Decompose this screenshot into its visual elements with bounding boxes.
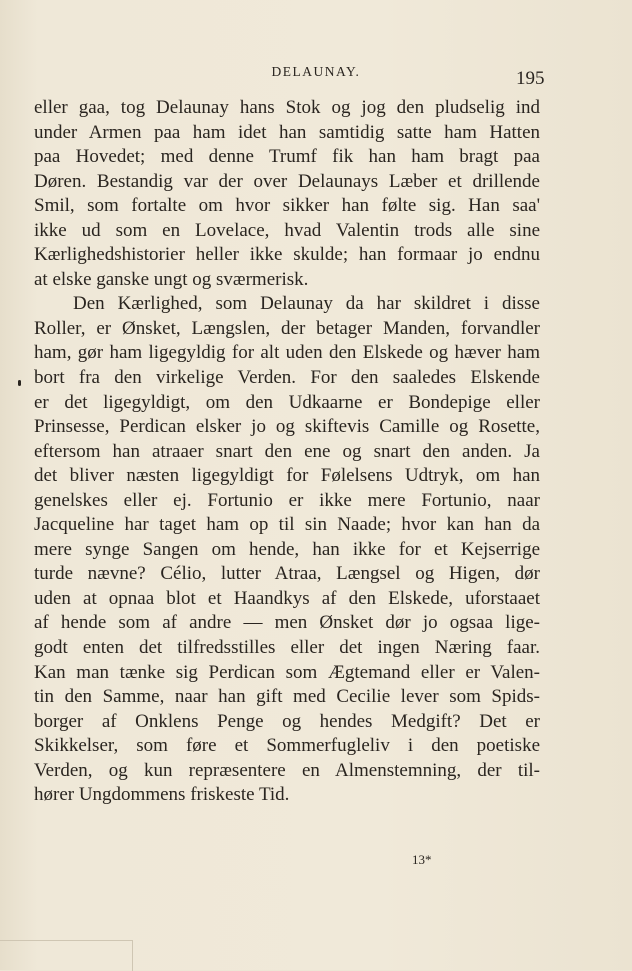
text-line: Kan man tænke sig Perdican som Ægtemand eller er Valen- (34, 661, 540, 683)
text-line: Smil, som fortalte om hvor sikker han følte sig. Han saa' (34, 195, 540, 217)
signature-mark: 13* (412, 852, 432, 867)
text-line: Prinsesse, Perdican elsker jo og skiftevis Camille og Rosette, (34, 416, 540, 438)
running-title: DELAUNAY. (271, 64, 361, 79)
text-line: mere synge Sangen om hende, han ikke for et Kejserrige (34, 538, 540, 560)
paragraph-start-line: Den Kærlighed, som Delaunay da har skildret i disse (73, 293, 540, 315)
text-line: borger af Onklens Penge og hendes Medgift? Det er (34, 710, 540, 732)
paragraph-end-line: at elske ganske ungt og sværmerisk. (34, 268, 309, 290)
text-line: ham, gør ham ligegyldig for alt uden den Elskede og hæver ham (34, 342, 540, 364)
text-line: uden at opnaa blot et Haandkys af den Elskede, uforstaaet (34, 587, 540, 609)
text-line: er det ligegyldigt, om den Udkaarne er Bondepige eller (34, 391, 540, 413)
text-line: Kærlighedshistorier heller ikke skulde; han formaar jo endnu (34, 244, 540, 266)
text-line: ikke ud som en Lovelace, hvad Valentin trods alle sine (34, 219, 540, 241)
text-line: under Armen paa ham idet han samtidig satte ham Hatten (34, 121, 540, 143)
text-line: Døren. Bestandig var der over Delaunays Læber et drillende (34, 170, 540, 192)
text-line: bort fra den virkelige Verden. For den saaledes Elskende (34, 367, 540, 389)
page-edge-mark (0, 940, 133, 971)
paragraph-end-line: hører Ungdommens friskeste Tid. (34, 784, 290, 806)
text-line: tin den Samme, naar han gift med Cecilie lever som Spids- (34, 686, 540, 708)
text-line: Jacqueline har taget ham op til sin Naade; hvor kan han da (34, 514, 540, 536)
page-number: 195 (516, 68, 545, 89)
text-line: Verden, og kun repræsentere en Almenstemning, der til- (34, 759, 540, 781)
text-line: eftersom han atraaer snart den ene og snart den anden. Ja (34, 440, 540, 462)
body-text (34, 96, 540, 808)
text-line: eller gaa, tog Delaunay hans Stok og jog den pludselig ind (34, 97, 540, 118)
text-line: genelskes eller ej. Fortunio er ikke mere Fortunio, naar (34, 489, 540, 511)
text-line: det bliver næsten ligegyldigt for Følelsens Udtryk, om han (34, 465, 540, 487)
text-line: godt enten det tilfredsstilles eller det ingen Næring faar. (34, 637, 540, 659)
text-line: af hende som af andre — men Ønsket dør jo ogsaa lige- (34, 612, 540, 634)
text-line: Roller, er Ønsket, Længslen, der betager Manden, forvandler (34, 317, 540, 339)
text-line: turde nævne? Célio, lutter Atraa, Længsel og Higen, dør (34, 563, 540, 585)
margin-mark (18, 380, 21, 386)
text-line: paa Hovedet; med denne Trumf fik han ham bragt paa (34, 146, 540, 168)
text-line: Skikkelser, som føre et Sommerfugleliv i den poetiske (34, 735, 540, 757)
